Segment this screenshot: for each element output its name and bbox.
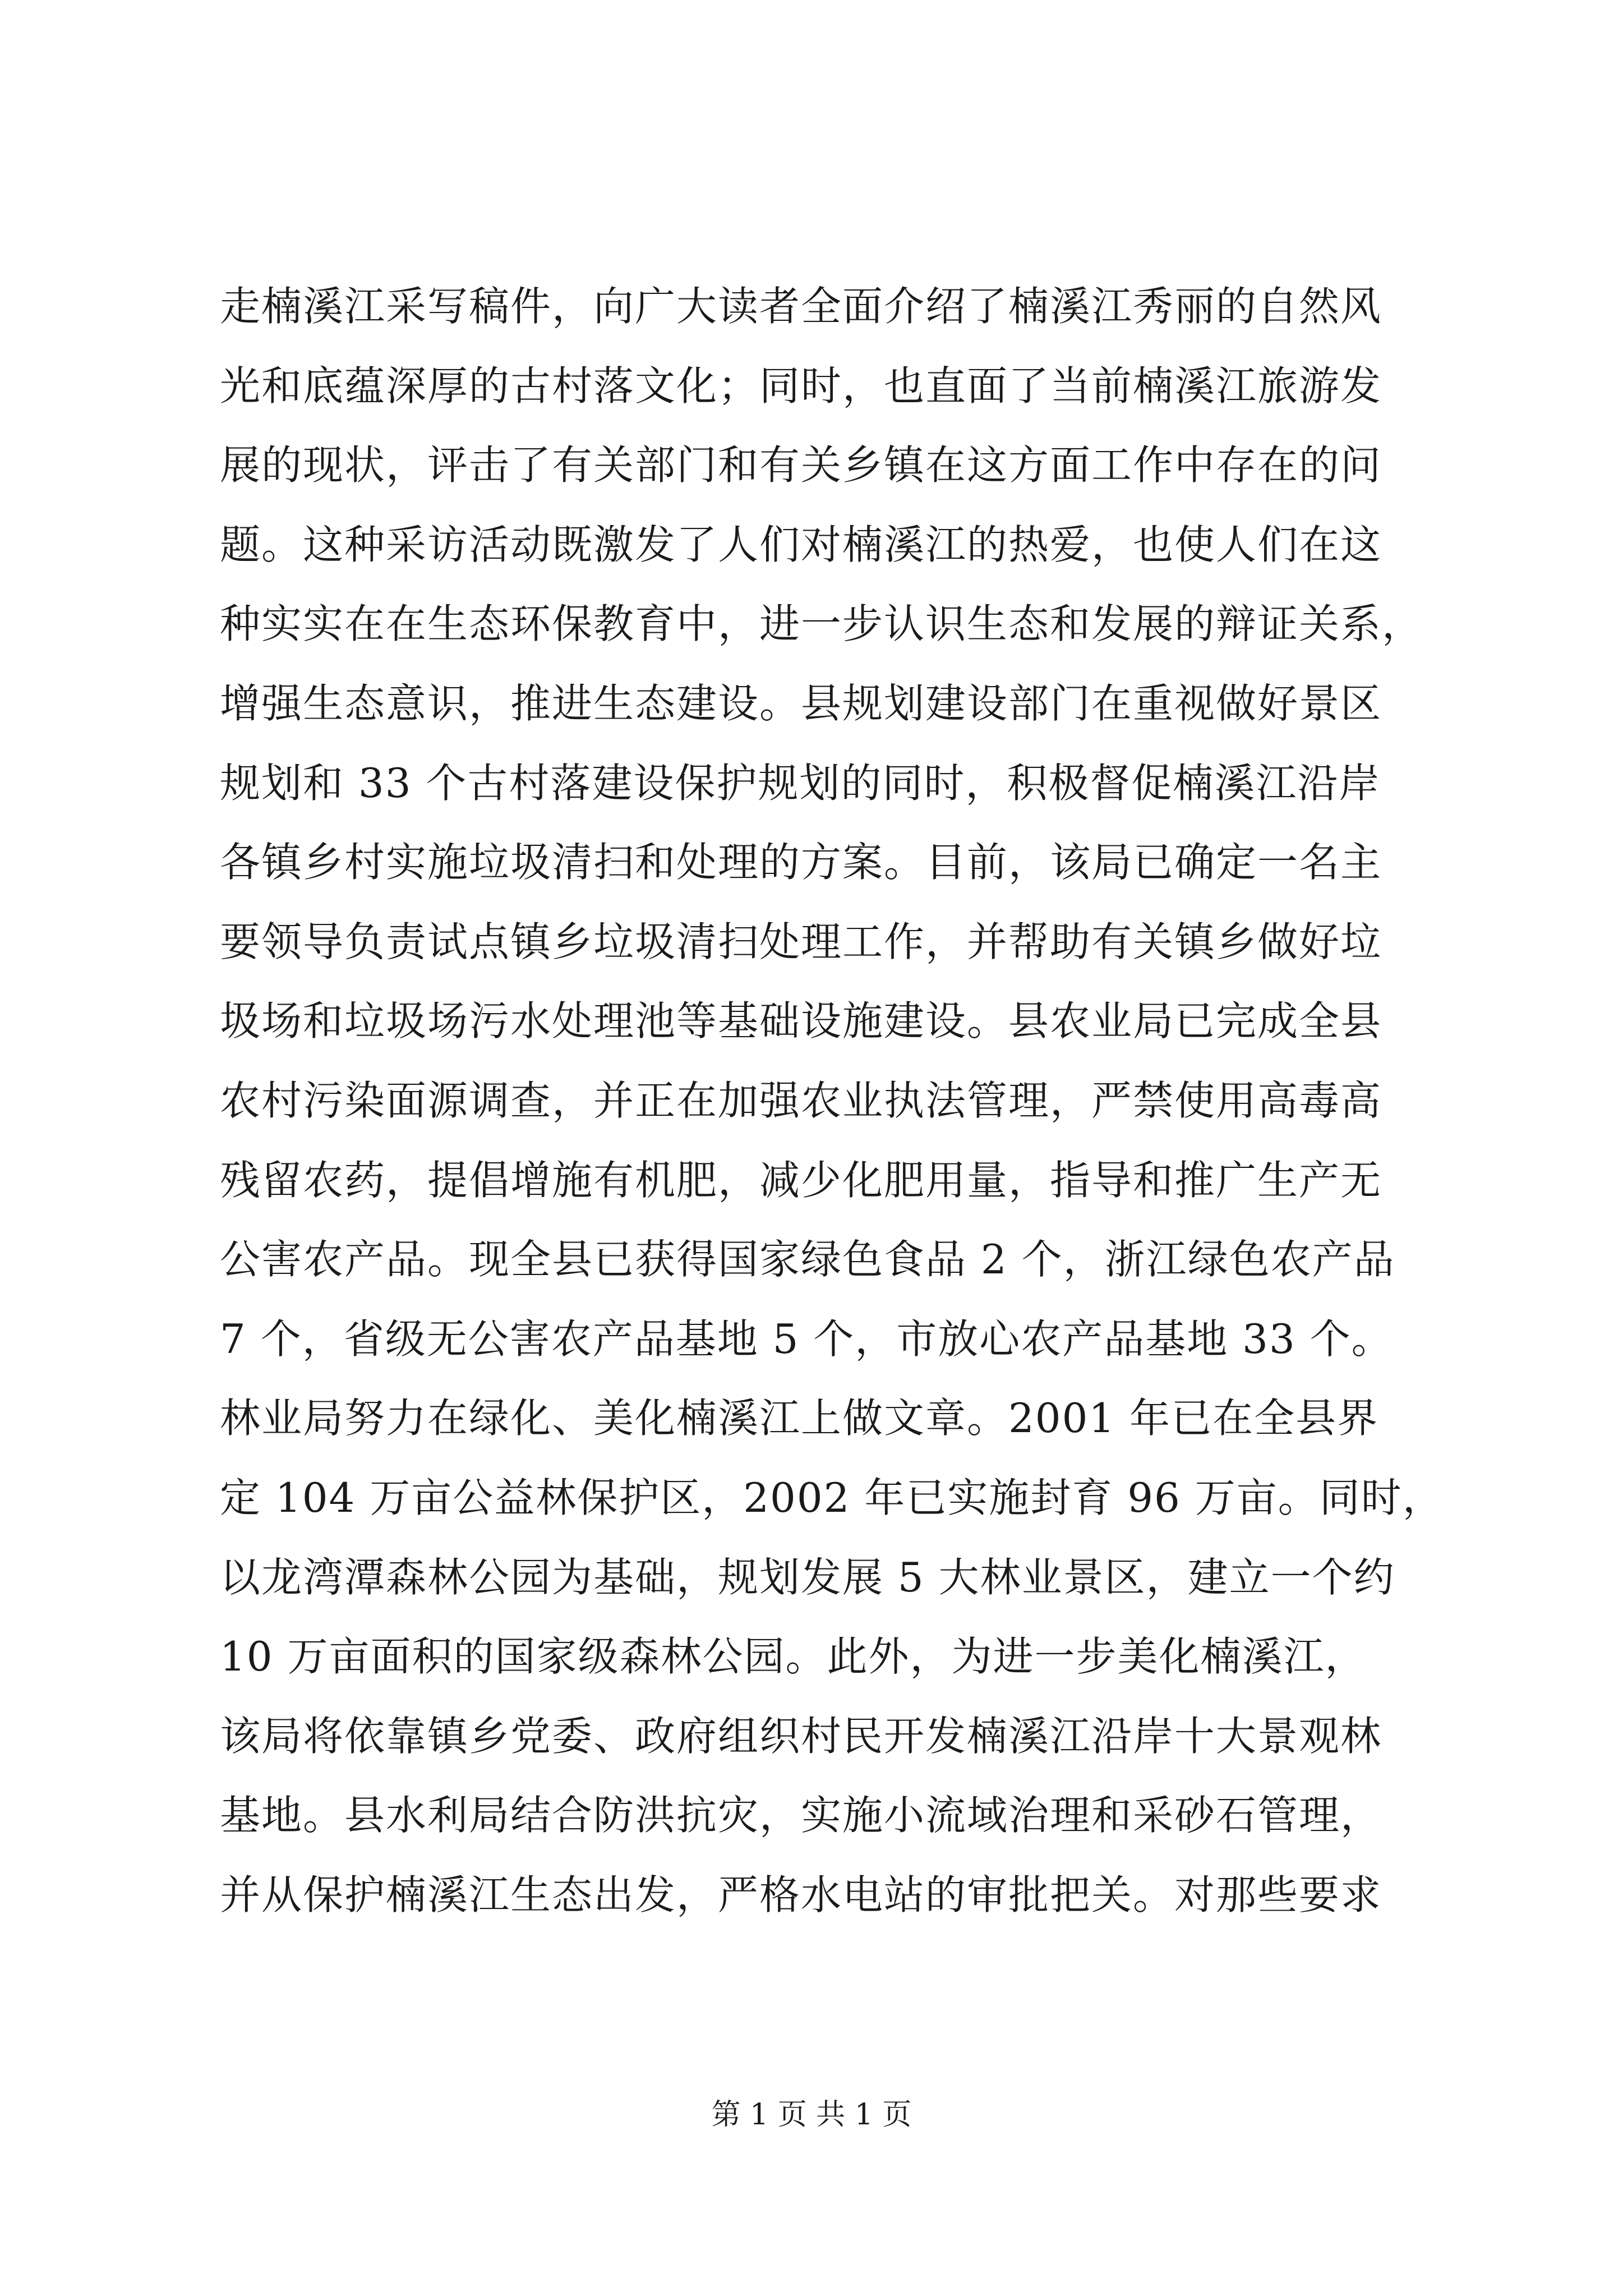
- text-line: 基地。县水利局结合防洪抗灾，实施小流域治理和采砂石管理，: [220, 1792, 1382, 1839]
- text-line: 7 个，省级无公害农产品基地 5 个，市放心农产品基地 33 个。: [220, 1315, 1393, 1363]
- page-number-footer: 第 1 页 共 1 页: [711, 2098, 912, 2132]
- text-line: 农村污染面源调查，并正在加强农业执法管理，严禁使用高毒高: [220, 1076, 1382, 1124]
- text-line: 增强生态意识，推进生态建设。县规划建设部门在重视做好景区: [220, 679, 1382, 727]
- text-line: 该局将依靠镇乡党委、政府组织村民开发楠溪江沿岸十大景观林: [220, 1712, 1382, 1760]
- text-line: 题。这种采访活动既激发了人们对楠溪江的热爱，也使人们在这: [220, 521, 1382, 568]
- text-line: 残留农药，提倡增施有机肥，减少化肥用量，指导和推广生产无: [220, 1156, 1382, 1204]
- text-line: 展的现状，评击了有关部门和有关乡镇在这方面工作中存在的问: [220, 441, 1382, 489]
- text-line: 林业局努力在绿化、美化楠溪江上做文章。2001 年已在全县界: [220, 1395, 1379, 1442]
- text-line: 走楠溪江采写稿件，向广大读者全面介绍了楠溪江秀丽的自然风: [220, 283, 1382, 330]
- text-line: 要领导负责试点镇乡垃圾清扫处理工作，并帮助有关镇乡做好垃: [220, 918, 1382, 965]
- text-line: 定 104 万亩公益林保护区，2002 年已实施封育 96 万亩。同时，: [220, 1474, 1444, 1521]
- text-line: 公害农产品。现全县已获得国家绿色食品 2 个，浙江绿色农产品: [220, 1236, 1395, 1283]
- text-line: 10 万亩面积的国家级森林公园。此外，为进一步美化楠溪江，: [220, 1633, 1367, 1681]
- text-line: 圾场和垃圾场污水处理池等基础设施建设。县农业局已完成全县: [220, 997, 1382, 1045]
- body-text: [220, 267, 1444, 1935]
- text-line: 并从保护楠溪江生态出发，严格水电站的审批把关。对那些要求: [220, 1871, 1382, 1918]
- text-line: 以龙湾潭森林公园为基础，规划发展 5 大林业景区，建立一个约: [220, 1553, 1395, 1601]
- text-line: 规划和 33 个古村落建设保护规划的同时，积极督促楠溪江沿岸: [220, 759, 1381, 807]
- text-line: 各镇乡村实施垃圾清扫和处理的方案。目前，该局已确定一名主: [220, 839, 1382, 886]
- text-line: 种实实在在生态环保教育中，进一步认识生态和发展的辩证关系，: [220, 600, 1424, 648]
- text-line: 光和底蕴深厚的古村落文化；同时，也直面了当前楠溪江旅游发: [220, 362, 1382, 409]
